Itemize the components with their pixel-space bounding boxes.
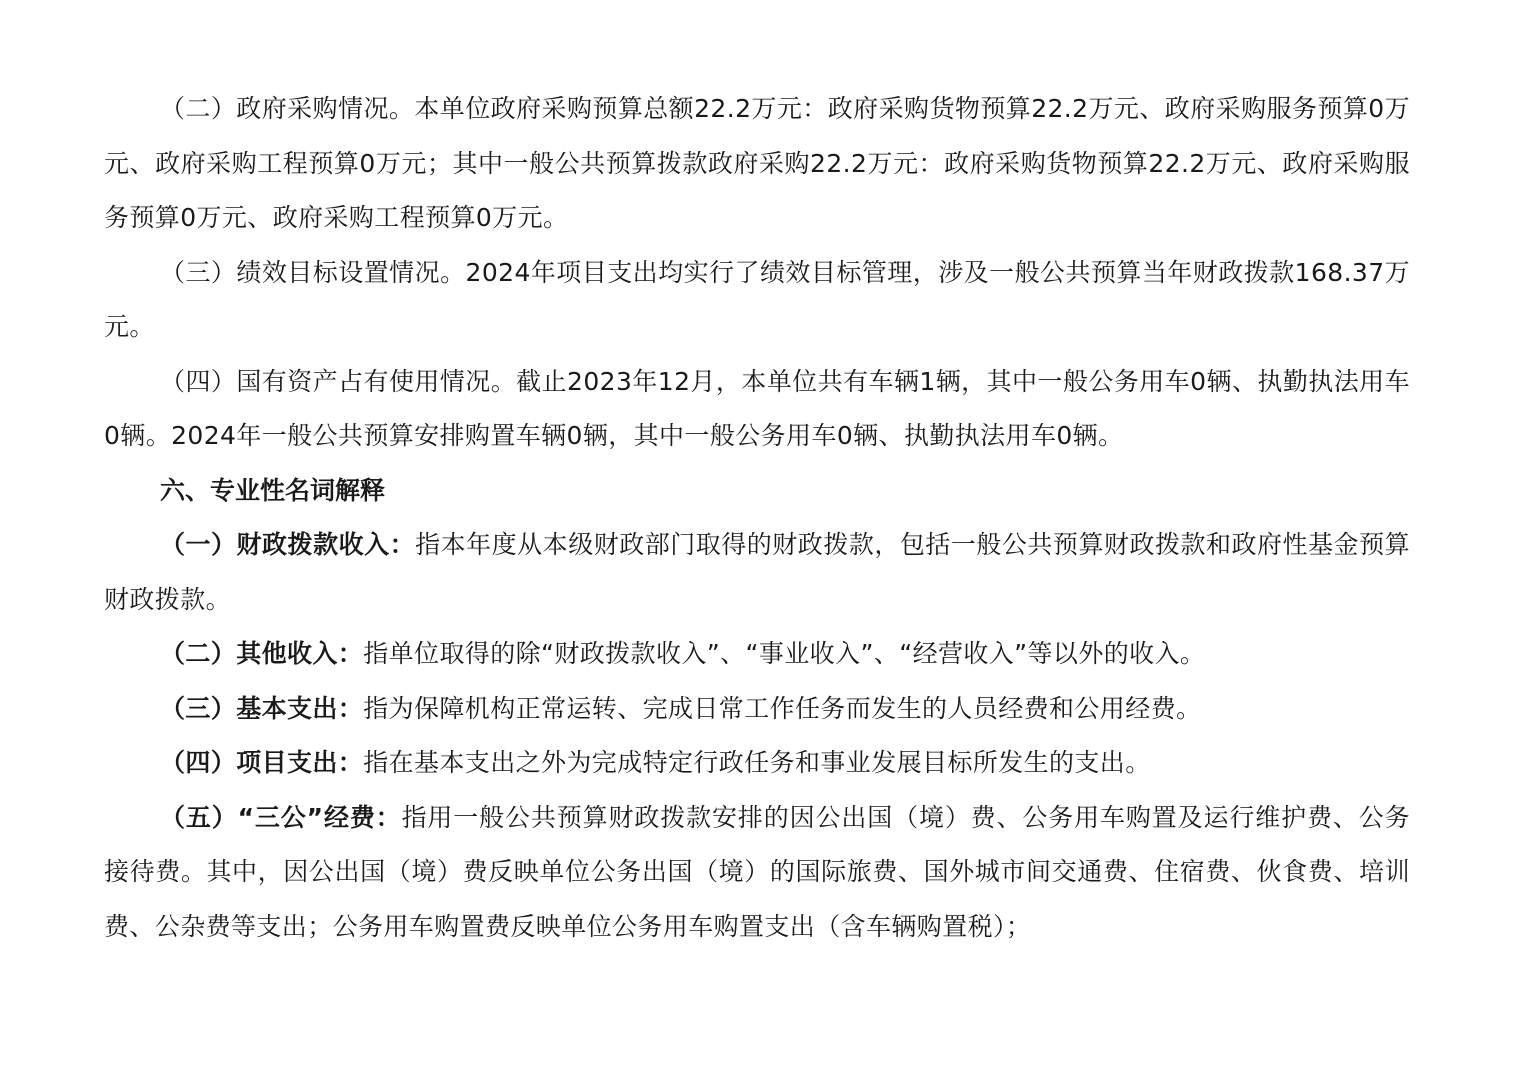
definition-term: （四）项目支出： — [160, 748, 364, 777]
section-heading-terms: 六、专业性名词解释 — [160, 475, 386, 505]
paragraph-government-procurement: （二）政府采购情况。本单位政府采购预算总额22.2万元：政府采购货物预算22.2万元、政府采购服务预算0万元、政府采购工程预算0万元；其中一般公共预算拨款政府采购22.2万元：政府采购货物预算22.2万元、政府采购服务预算0万元、政府采购工程预算0万元。 — [104, 94, 1411, 232]
definition-term: （三）基本支出： — [160, 693, 364, 723]
definition-text: 指为保障机构正常运转、完成日常工作任务而发生的人员经费和公用经费。 — [363, 693, 1202, 723]
document-page — [104, 82, 1410, 954]
definition-other-income — [104, 627, 1410, 682]
definition-term: （五）“三公”经费： — [160, 802, 402, 832]
definition-fiscal-appropriation-income — [104, 518, 1410, 627]
paragraph-state-assets: （四）国有资产占有使用情况。截止2023年12月，本单位共有车辆1辆，其中一般公务用车0辆、执勤执法用车0辆。2024年一般公共预算安排购置车辆0辆，其中一般公务用车0辆、执勤执法用车0辆。 — [104, 366, 1410, 450]
definition-basic-expenditure — [104, 682, 1410, 737]
paragraph-performance-targets: （三）绩效目标设置情况。2024年项目支出均实行了绩效目标管理，涉及一般公共预算当年财政拨款168.37万元。 — [104, 257, 1410, 341]
definition-term: （二）其他收入： — [160, 639, 364, 668]
definition-text: 指本年度从本级财政部门取得的财政拨款，包括一般公共预算财政拨款和政府性基金预算财政拨款。 — [104, 530, 1410, 614]
definition-three-public-expenses — [104, 791, 1410, 955]
definition-text: 指用一般公共预算财政拨款安排的因公出国（境）费、公务用车购置及运行维护费、公务接待费。其中，因公出国（境）费反映单位公务出国（境）的国际旅费、国外城市间交通费、住宿费、伙食费、培训费、公杂费等支出；公务用车购置费反映单位公务用车购置支出（含车辆购置税）； — [104, 802, 1410, 941]
definition-term: （一）财政拨款收入： — [160, 530, 416, 559]
definition-text: 指单位取得的除“财政拨款收入”、“事业收入”、“经营收入”等以外的收入。 — [363, 639, 1206, 668]
definition-text: 指在基本支出之外为完成特定行政任务和事业发展目标所发生的支出。 — [363, 748, 1151, 777]
definition-project-expenditure — [104, 736, 1410, 791]
